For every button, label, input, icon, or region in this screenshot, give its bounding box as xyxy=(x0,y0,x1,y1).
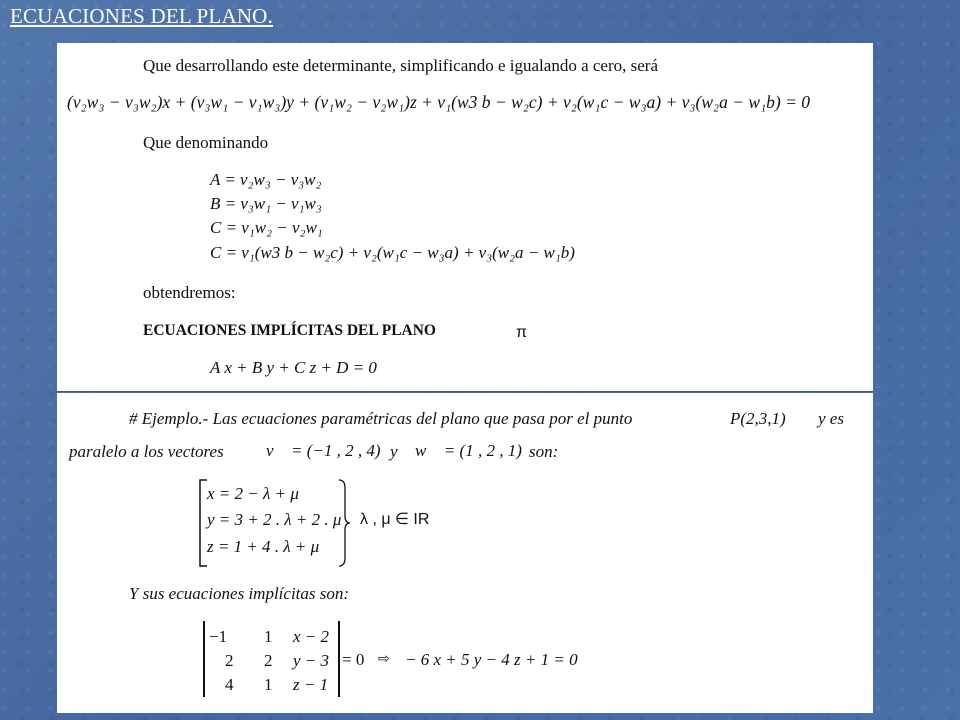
matrix-cell: 2 xyxy=(225,651,234,670)
denominando-text: Que denominando xyxy=(143,133,269,152)
implicit-equation: A x + B y + C z + D = 0 xyxy=(210,358,377,377)
matrix-cell: 1 xyxy=(264,675,273,694)
matrix-cell: 4 xyxy=(225,675,234,694)
implicit-heading: ECUACIONES IMPLÍCITAS DEL PLANO xyxy=(143,322,436,339)
matrix-cell: −1 xyxy=(209,627,228,646)
def-c: C = v₁w₂ − v₂w₁ xyxy=(210,218,323,237)
son-text: son: xyxy=(529,442,559,461)
y-es-text: y es xyxy=(818,409,844,428)
def-a: A = v₂w₃ − v₃w₂ xyxy=(210,170,322,189)
matrix-cell: z − 1 xyxy=(293,675,329,694)
matrix-cell: x − 2 xyxy=(293,627,330,646)
system-eq-y: y = 3 + 2 . λ + 2 . μ xyxy=(207,510,342,529)
determinant-left-bar xyxy=(203,621,205,697)
param-domain: λ , μ ∈ IR xyxy=(360,511,430,528)
vector-w: w⃗ = (1 , 2 , 1) xyxy=(415,441,522,460)
pi-symbol: π xyxy=(516,324,528,341)
slide-title: ECUACIONES DEL PLANO. xyxy=(10,4,273,28)
implicit-result: − 6 x + 5 y − 4 z + 1 = 0 xyxy=(405,650,578,669)
top-panel xyxy=(57,43,873,392)
implicit-intro: Y sus ecuaciones implícitas son: xyxy=(129,584,350,603)
def-d: C = v₁(w3 b − w₂c) + v₂(w₁c − w₃a) + v₃(w₂a − w₁b) xyxy=(210,243,575,262)
y-word: y xyxy=(390,442,398,461)
matrix-cell: 2 xyxy=(264,651,273,670)
determinant-right-bar xyxy=(338,621,340,697)
long-equation: (v₂w₃ − v₃w₂)x + (v₃w₁ − v₁w₃)y + (v₁w₂ − v₂w₁)z + v₁(w3 b − w₂c) + v₂(w₁c − w₃a) + v₃(w₂a − w₁b) = 0 xyxy=(67,92,811,112)
implies-arrow-icon: ⇨ xyxy=(378,651,390,667)
vector-v: v⃗ = (−1 , 2 , 4) xyxy=(266,441,381,460)
separator-line xyxy=(57,391,873,392)
system-right-brace xyxy=(337,478,351,568)
matrix-cell: y − 3 xyxy=(293,651,330,670)
def-b: B = v₃w₁ − v₁w₃ xyxy=(210,194,322,213)
point-p: P(2,3,1) xyxy=(730,409,786,428)
matrix-cell: 1 xyxy=(264,627,273,646)
obtendremos-text: obtendremos: xyxy=(143,283,236,302)
intro-text: Que desarrollando este determinante, simplificando e igualando a cero, será xyxy=(143,56,658,75)
equals-zero: = 0 xyxy=(342,650,365,669)
bottom-panel xyxy=(57,393,873,713)
system-eq-x: x = 2 − λ + μ xyxy=(207,484,299,503)
system-eq-z: z = 1 + 4 . λ + μ xyxy=(207,537,320,556)
example-line-2: paralelo a los vectores xyxy=(69,442,224,461)
example-line-1: # Ejemplo.- Las ecuaciones paramétricas del plano que pasa por el punto xyxy=(129,409,633,428)
